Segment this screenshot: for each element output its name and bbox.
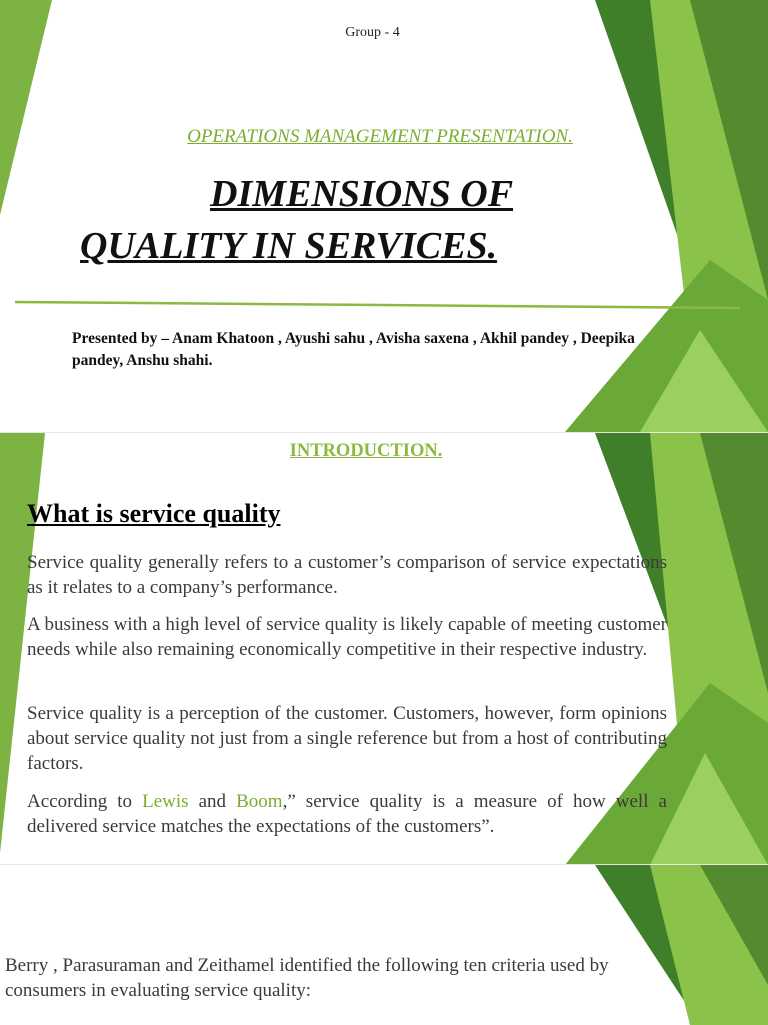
- criteria-intro-text: Berry , Parasuraman and Zeithamel identified the following ten criteria used by consumers in evaluating service quality:: [5, 955, 609, 1001]
- slide-title: [0, 0, 768, 432]
- group-label: Group - 4: [345, 25, 400, 40]
- author-lewis: Lewis: [142, 791, 189, 812]
- slide-heading: What is service quality: [27, 499, 281, 528]
- title-line-2: QUALITY IN SERVICES.: [80, 225, 498, 267]
- slide-criteria: [0, 864, 768, 1025]
- paragraph-3: Service quality is a perception of the customer. Customers, however, form opinions about service quality not just from a single reference but from a host of contributing factors.: [27, 703, 667, 774]
- paragraph-4: [27, 789, 667, 839]
- presenters-text: Presented by – Anam Khatoon , Ayushi sahu , Avisha saxena , Akhil pandey , Deepika pandey, Anshu shahi.: [72, 330, 635, 369]
- paragraph-2: A business with a high level of service quality is likely capable of meeting customer needs while also remaining economically competitive in their respective industry.: [27, 614, 667, 660]
- author-boom: Boom: [236, 791, 283, 812]
- section-title: INTRODUCTION.: [289, 441, 443, 461]
- paragraph-1: Service quality generally refers to a customer’s comparison of service expectations as it relates to a company’s performance.: [27, 552, 667, 598]
- title-line-1: DIMENSIONS OF: [210, 173, 514, 215]
- paragraph-4-prefix: According to: [27, 791, 143, 812]
- paragraph-4-and: and: [188, 791, 237, 812]
- presentation-subtitle: OPERATIONS MANAGEMENT PRESENTATION.: [187, 126, 573, 147]
- slide-introduction: [0, 432, 768, 865]
- paragraph-4-rest: ,” service quality is a measure of how well a delivered service matches the expectations of the customers”.: [27, 791, 667, 837]
